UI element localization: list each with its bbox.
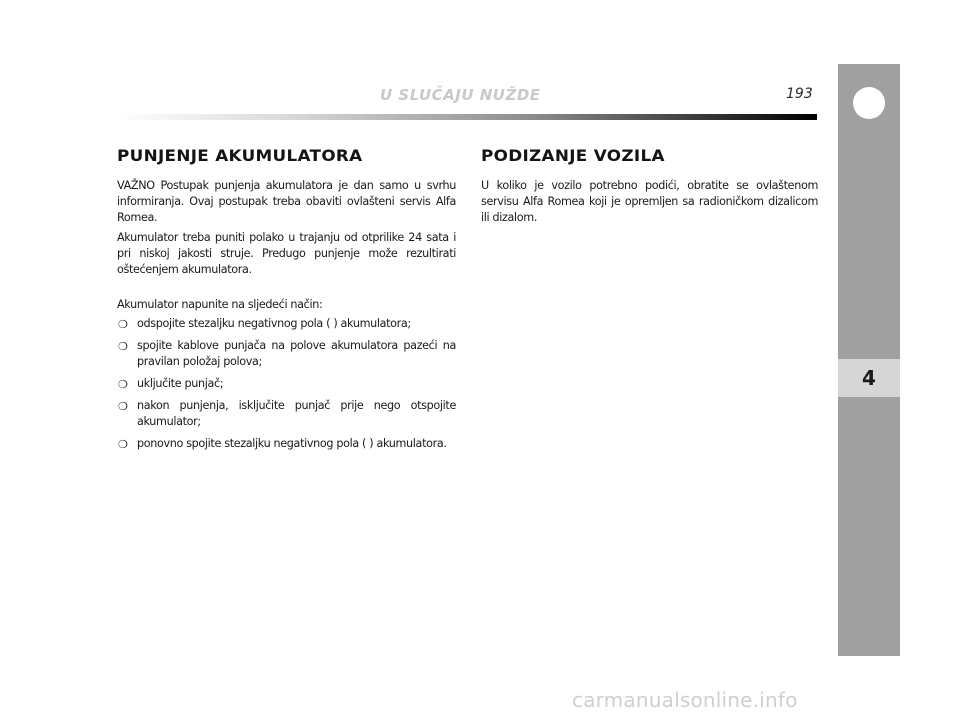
list-item bbox=[117, 398, 456, 430]
list-item-text: ponovno spojite stezaljku negativnog pola ( ) akumulatora. bbox=[137, 437, 447, 450]
chapter-sidebar bbox=[838, 64, 900, 656]
battery-charging-section bbox=[117, 178, 456, 458]
section-heading-vehicle-lifting: PODIZANJE VOZILA bbox=[481, 146, 665, 165]
charging-steps-list bbox=[117, 316, 456, 452]
list-item bbox=[117, 316, 456, 332]
bullet-circle-icon: ❍ bbox=[118, 400, 128, 413]
bullet-circle-icon: ❍ bbox=[118, 340, 128, 353]
important-note: VAŽNO Postupak punjenja akumulatora je dan samo u svrhu informiranja. Ovaj postupak treba obaviti ovlašteni servis Alfa Romea. bbox=[117, 179, 456, 224]
lifting-paragraph: U koliko je vozilo potrebno podići, obratite se ovlaštenom servisu Alfa Romea koji je opremljen sa radioničkom dizalicom ili dizalom. bbox=[481, 179, 818, 224]
header-divider bbox=[117, 114, 817, 120]
charging-info-paragraph: Akumulator treba puniti polako u trajanju od otprilike 24 sata i pri niskoj jakosti struje. Predugo punjenje može rezultirati oštećenjem akumulatora. bbox=[117, 231, 456, 276]
site-watermark: carmanualsonline.info bbox=[572, 688, 798, 712]
list-item bbox=[117, 376, 456, 392]
bullet-circle-icon: ❍ bbox=[118, 438, 128, 451]
list-item-text: uključite punjač; bbox=[137, 377, 224, 390]
chapter-header-title: U SLUČAJU NUŽDE bbox=[380, 86, 541, 104]
list-item-text: spojite kablove punjača na polove akumulatora pazeći na pravilan položaj polova; bbox=[137, 339, 456, 368]
chapter-tab[interactable]: 4 bbox=[838, 359, 900, 397]
bullet-circle-icon: ❍ bbox=[118, 378, 128, 391]
page-number: 193 bbox=[786, 86, 813, 102]
section-heading-battery-charging: PUNJENJE AKUMULATORA bbox=[117, 146, 363, 165]
sidebar-circle-icon bbox=[853, 87, 885, 119]
list-item-text: nakon punjenja, isključite punjač prije nego otspojite akumulator; bbox=[137, 399, 456, 428]
vehicle-lifting-section bbox=[481, 178, 818, 226]
list-item bbox=[117, 338, 456, 370]
bullet-circle-icon: ❍ bbox=[118, 318, 128, 331]
list-item bbox=[117, 436, 456, 452]
list-item-text: odspojite stezaljku negativnog pola ( ) akumulatora; bbox=[137, 317, 411, 330]
charging-steps-intro: Akumulator napunite na sljedeći način: bbox=[117, 298, 323, 311]
